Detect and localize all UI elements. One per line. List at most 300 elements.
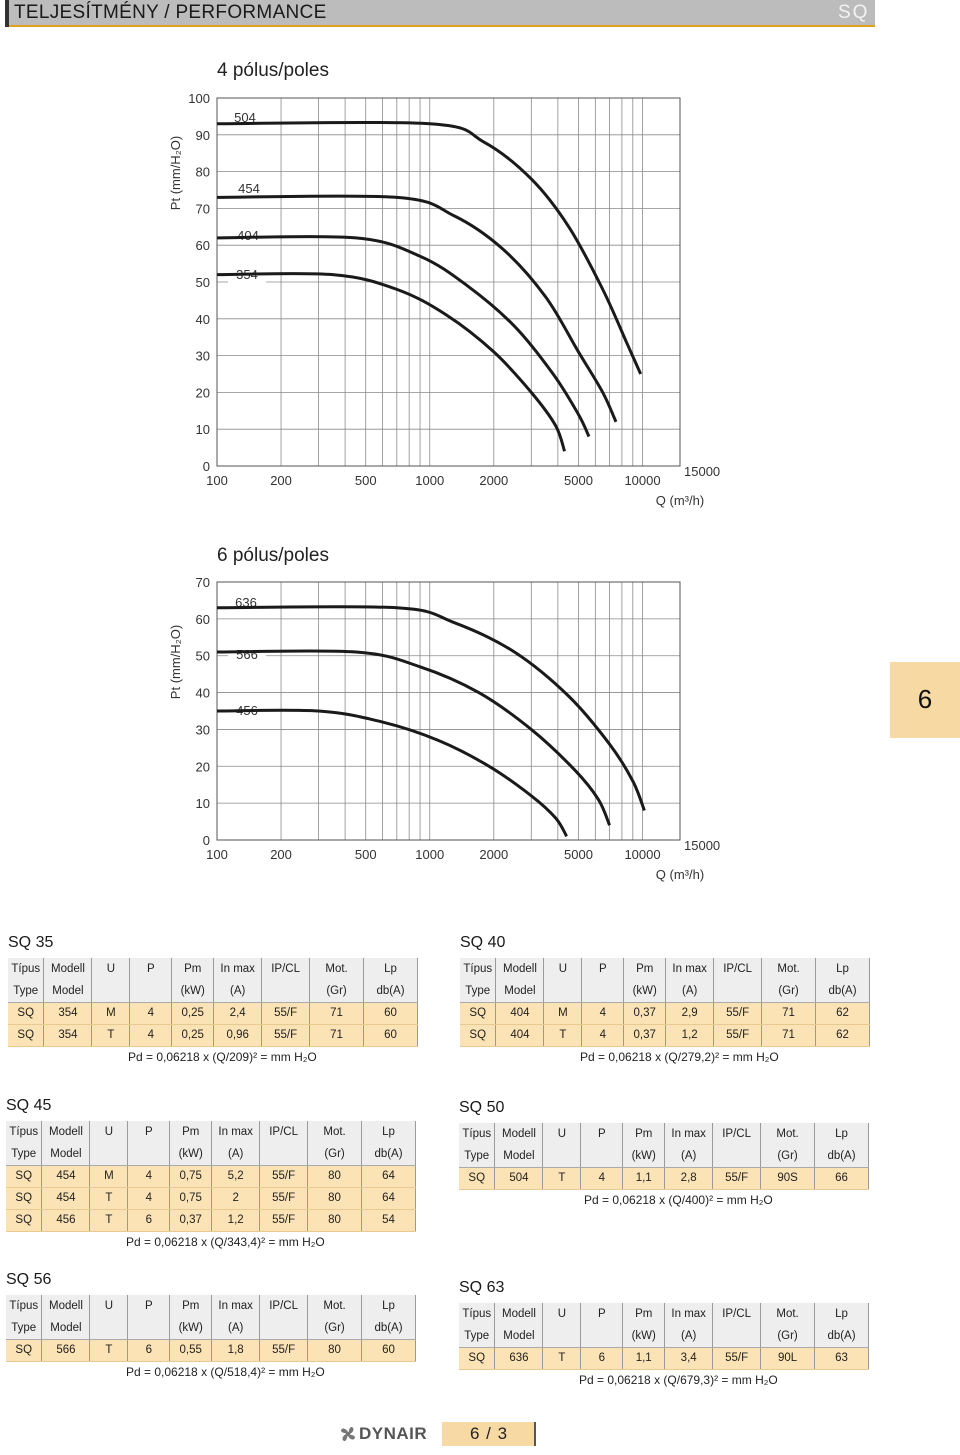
spec-title: SQ 63 [459,1279,505,1296]
table-cell [92,980,130,1002]
series-label: 504 [234,110,256,125]
y-tick-label: 0 [202,459,210,474]
table-row [459,1347,869,1369]
table-cell: SQ [459,1347,495,1369]
table-cell: (A) [665,1145,713,1167]
chart-title: 6 pólus/poles [217,545,329,566]
table-cell: 0,55 [170,1339,212,1361]
x-tick-label: 2000 [479,473,509,488]
table-cell: 0,25 [172,1024,214,1046]
y-tick-label: 40 [195,685,210,701]
table-cell: 2,8 [665,1167,713,1189]
table-cell: U [90,1121,128,1143]
table-cell: 55/F [260,1165,308,1187]
table-cell: 54 [362,1209,416,1231]
table-cell: Pm [624,958,666,980]
table-cell: SQ [6,1339,42,1361]
table-cell [543,1325,581,1347]
table-cell: 454 [42,1165,90,1187]
x-tick-label: 2000 [479,847,509,862]
table-cell: Pm [170,1121,212,1143]
spec-sq50 [459,1099,869,1219]
table-cell: P [581,1123,623,1145]
table-cell: 6 [128,1209,170,1231]
spec-table [459,1123,869,1190]
pressure-formula: Pd = 0,06218 x (Q/400)² = mm H₂O [584,1193,773,1207]
table-cell: Lp [816,958,870,980]
table-cell: 71 [310,1024,364,1046]
header-row-units [459,1145,869,1167]
table-cell [582,980,624,1002]
table-cell: In max [665,1123,713,1145]
y-tick-label: 60 [195,238,210,254]
x-tick-label: 1000 [415,847,445,862]
table-cell: P [128,1295,170,1317]
y-tick-label: 80 [195,164,210,180]
table-cell: (kW) [172,980,214,1002]
table-cell: (kW) [170,1317,212,1339]
spec-title: SQ 40 [460,934,506,951]
table-cell: 4 [128,1187,170,1209]
page-title: TELJESÍTMÉNY / PERFORMANCE [14,2,327,23]
table-cell: 4 [582,1024,624,1046]
header-row-units [8,980,418,1002]
series-label: 404 [237,228,259,243]
table-cell: db(A) [362,1317,416,1339]
table-cell: Pm [170,1295,212,1317]
spec-sq56 [6,1271,416,1391]
table-cell: Mot. [308,1121,362,1143]
header-row [459,1123,869,1145]
table-cell: 71 [762,1002,816,1024]
header-row-units [6,1143,416,1165]
y-tick-label: 90 [195,127,210,143]
brand-logo [339,1424,439,1444]
table-cell: SQ [460,1002,496,1024]
y-tick-label: 40 [195,311,210,327]
table-cell: 80 [308,1339,362,1361]
table-cell: Pm [623,1123,665,1145]
table-cell [90,1317,128,1339]
table-cell: IP/CL [713,1303,761,1325]
section-number: 6 [917,684,933,714]
table-cell: 55/F [714,1024,762,1046]
table-cell: 55/F [262,1002,310,1024]
header-row-units [460,980,870,1002]
table-cell: Típus [6,1295,42,1317]
x-tick-label: 1000 [415,473,445,488]
spec-sq45 [6,1097,416,1262]
table-cell: SQ [6,1165,42,1187]
table-cell: Type [8,980,44,1002]
table-cell: 55/F [262,1024,310,1046]
table-cell [544,980,582,1002]
table-cell: 2,9 [666,1002,714,1024]
table-cell: (Gr) [762,980,816,1002]
table-cell: 5,2 [212,1165,260,1187]
table-cell: Lp [362,1295,416,1317]
table-row [8,1024,418,1046]
table-cell: 6 [581,1347,623,1369]
table-cell: (Gr) [308,1317,362,1339]
y-axis-label: Pt (mm/H₂O) [168,624,183,700]
table-cell: Típus [6,1121,42,1143]
table-cell: 80 [308,1165,362,1187]
x-tick-label: 10000 [624,473,661,488]
table-cell: (A) [212,1143,260,1165]
table-cell: 0,25 [172,1002,214,1024]
table-cell: 1,1 [623,1347,665,1369]
table-cell: 354 [44,1002,92,1024]
table-cell: 4 [582,1002,624,1024]
table-cell: IP/CL [262,958,310,980]
table-cell: 63 [815,1347,869,1369]
x-axis-label: Q (m³/h) [655,493,705,508]
table-cell: 0,75 [170,1165,212,1187]
series-label: 454 [238,181,260,196]
table-cell: Modell [495,1303,543,1325]
spec-sq63 [459,1279,869,1399]
table-cell: 0,37 [170,1209,212,1231]
table-cell: 71 [762,1024,816,1046]
table-cell: T [543,1167,581,1189]
table-cell: U [90,1295,128,1317]
table-cell: db(A) [815,1325,869,1347]
table-cell: In max [212,1121,260,1143]
table-cell: 90L [761,1347,815,1369]
table-cell: 1,8 [212,1339,260,1361]
table-cell: 55/F [260,1339,308,1361]
table-cell: U [543,1303,581,1325]
spec-table [8,958,418,1047]
table-cell: P [130,958,172,980]
series-label: 636 [235,595,257,610]
table-cell: 80 [308,1209,362,1231]
x-axis-label: Q (m³/h) [655,867,705,882]
table-cell: U [543,1123,581,1145]
table-row [6,1209,416,1231]
table-row [8,1002,418,1024]
series-curve-566 [217,651,610,825]
table-cell: 456 [42,1209,90,1231]
table-cell: (Gr) [310,980,364,1002]
table-cell: 1,1 [623,1167,665,1189]
table-cell: Lp [815,1303,869,1325]
x-tick-label: 15000 [684,464,721,479]
x-tick-label: 15000 [684,838,721,853]
table-cell: SQ [8,1002,44,1024]
table-cell: P [128,1121,170,1143]
table-cell: 566 [42,1339,90,1361]
fan-icon [339,1425,357,1443]
x-tick-label: 200 [270,473,292,488]
table-cell: Model [495,1145,543,1167]
table-cell: Lp [364,958,418,980]
table-cell: db(A) [815,1145,869,1167]
x-tick-label: 5000 [564,847,593,862]
table-cell [128,1143,170,1165]
table-cell: Típus [460,958,496,980]
table-cell: M [92,1002,130,1024]
series-label: 456 [236,703,258,718]
table-cell: (Gr) [308,1143,362,1165]
table-cell: 90S [761,1167,815,1189]
y-tick-label: 10 [195,422,210,438]
table-cell: 2 [212,1187,260,1209]
x-tick-label: 500 [354,473,377,488]
table-cell: (A) [665,1325,713,1347]
spec-sq40 [460,934,870,1074]
table-cell: Type [459,1145,495,1167]
series-label: 354 [236,267,258,282]
table-cell: 60 [362,1339,416,1361]
table-cell [260,1143,308,1165]
table-cell: 64 [362,1165,416,1187]
section-tab [890,662,960,738]
table-cell: (kW) [623,1145,665,1167]
table-cell [714,980,762,1002]
table-cell: Model [42,1317,90,1339]
table-cell: Típus [459,1303,495,1325]
table-cell: 60 [364,1024,418,1046]
table-cell: SQ [8,1024,44,1046]
table-cell: 55/F [713,1167,761,1189]
table-cell: IP/CL [713,1123,761,1145]
table-cell: In max [212,1295,260,1317]
x-tick-label: 10000 [624,847,661,862]
table-cell: T [543,1347,581,1369]
table-cell: Type [6,1317,42,1339]
series-label: 566 [236,647,258,662]
spec-title: SQ 56 [6,1271,52,1288]
table-cell: SQ [6,1209,42,1231]
y-axis-label: Pt (mm/H₂O) [168,135,183,211]
table-row [6,1187,416,1209]
table-cell: 0,37 [624,1002,666,1024]
table-cell: 55/F [260,1209,308,1231]
table-cell: 64 [362,1187,416,1209]
pressure-formula: Pd = 0,06218 x (Q/343,4)² = mm H₂O [126,1235,325,1249]
table-cell: 62 [816,1024,870,1046]
x-tick-label: 500 [354,847,377,862]
x-tick-label: 5000 [564,473,593,488]
table-cell: T [544,1024,582,1046]
table-cell: T [90,1187,128,1209]
spec-table [460,958,870,1047]
table-cell: Mot. [308,1295,362,1317]
table-cell: Model [496,980,544,1002]
table-row [6,1165,416,1187]
x-tick-label: 100 [206,473,228,488]
table-cell [713,1145,761,1167]
page-number-box [442,1422,536,1446]
table-cell: Mot. [761,1303,815,1325]
x-tick-label: 200 [270,847,292,862]
spec-sq35 [8,934,418,1074]
spec-title: SQ 50 [459,1099,505,1116]
table-cell: (kW) [170,1143,212,1165]
table-cell: (A) [214,980,262,1002]
spec-table [6,1121,416,1232]
table-cell: Mot. [310,958,364,980]
table-cell: Modell [44,958,92,980]
table-cell: (kW) [624,980,666,1002]
table-cell: 0,75 [170,1187,212,1209]
table-cell: (A) [666,980,714,1002]
table-cell: 80 [308,1187,362,1209]
table-cell: 60 [364,1002,418,1024]
pressure-formula: Pd = 0,06218 x (Q/679,3)² = mm H₂O [579,1373,778,1387]
y-tick-label: 20 [195,759,210,775]
table-cell [260,1317,308,1339]
y-tick-label: 10 [195,796,210,812]
table-cell: U [92,958,130,980]
table-cell: 62 [816,1002,870,1024]
table-cell [543,1145,581,1167]
y-tick-label: 0 [202,833,210,848]
header-row [6,1295,416,1317]
y-tick-label: 60 [195,611,210,627]
table-cell: 4 [130,1024,172,1046]
table-cell [130,980,172,1002]
y-tick-label: 50 [195,648,210,664]
table-cell: SQ [460,1024,496,1046]
y-tick-label: 50 [195,275,210,290]
table-cell: Pm [172,958,214,980]
spec-table [459,1303,869,1370]
header-row [460,958,870,980]
chart-title: 4 pólus/poles [217,60,329,81]
y-tick-label: 30 [195,722,210,738]
header-row-units [6,1317,416,1339]
table-cell: M [544,1002,582,1024]
table-cell: 504 [495,1167,543,1189]
table-cell: IP/CL [260,1121,308,1143]
table-cell: T [92,1024,130,1046]
table-cell: 66 [815,1167,869,1189]
table-cell: 4 [581,1167,623,1189]
product-code: SQ [838,2,870,23]
table-cell: 71 [310,1002,364,1024]
table-cell [128,1317,170,1339]
table-cell: Type [459,1325,495,1347]
table-cell: Mot. [761,1123,815,1145]
table-cell: Típus [459,1123,495,1145]
table-cell: (Gr) [761,1145,815,1167]
table-cell: In max [214,958,262,980]
table-row [6,1339,416,1361]
pressure-formula: Pd = 0,06218 x (Q/279,2)² = mm H₂O [580,1050,779,1064]
table-cell: M [90,1165,128,1187]
table-cell: 1,2 [666,1024,714,1046]
table-cell: IP/CL [260,1295,308,1317]
table-cell: Modell [495,1123,543,1145]
header-row [6,1121,416,1143]
y-tick-label: 20 [195,385,210,401]
table-cell: 636 [495,1347,543,1369]
table-cell: SQ [459,1167,495,1189]
table-cell: Lp [815,1123,869,1145]
table-cell: db(A) [364,980,418,1002]
table-cell: Model [42,1143,90,1165]
header-row [8,958,418,980]
table-cell: Model [495,1325,543,1347]
table-cell [713,1325,761,1347]
y-tick-label: 100 [188,91,210,106]
table-row [460,1024,870,1046]
table-cell: T [90,1209,128,1231]
table-cell [581,1145,623,1167]
table-cell: Modell [42,1121,90,1143]
table-cell: Type [460,980,496,1002]
table-cell: 55/F [260,1187,308,1209]
table-cell: 55/F [714,1002,762,1024]
table-cell: 0,96 [214,1024,262,1046]
table-cell: Típus [8,958,44,980]
spec-table [6,1295,416,1362]
table-row [460,1002,870,1024]
y-tick-label: 30 [195,348,210,364]
table-cell: 0,37 [624,1024,666,1046]
table-cell: In max [665,1303,713,1325]
table-cell [581,1325,623,1347]
table-cell: Lp [362,1121,416,1143]
table-cell: Pm [623,1303,665,1325]
table-cell [90,1143,128,1165]
table-cell: 6 [128,1339,170,1361]
table-cell: (kW) [623,1325,665,1347]
table-cell: Mot. [762,958,816,980]
spec-title: SQ 35 [8,934,54,951]
table-cell: 4 [128,1165,170,1187]
table-cell: 3,4 [665,1347,713,1369]
table-cell: P [581,1303,623,1325]
table-cell: 4 [130,1002,172,1024]
table-cell: 1,2 [212,1209,260,1231]
table-cell: P [582,958,624,980]
table-cell: 404 [496,1002,544,1024]
table-cell: In max [666,958,714,980]
table-cell: Type [6,1143,42,1165]
x-tick-label: 100 [206,847,228,862]
y-tick-label: 70 [195,201,210,217]
pressure-formula: Pd = 0,06218 x (Q/518,4)² = mm H₂O [126,1365,325,1379]
spec-title: SQ 45 [6,1097,52,1114]
table-cell: 55/F [713,1347,761,1369]
table-cell: (Gr) [761,1325,815,1347]
brand-name: DYNAIR [359,1424,428,1443]
table-row [459,1167,869,1189]
table-cell [262,980,310,1002]
table-cell: Modell [42,1295,90,1317]
table-cell: Model [44,980,92,1002]
header-row-units [459,1325,869,1347]
table-cell: 2,4 [214,1002,262,1024]
table-cell: Modell [496,958,544,980]
table-cell: T [90,1339,128,1361]
pressure-formula: Pd = 0,06218 x (Q/209)² = mm H₂O [128,1050,317,1064]
y-tick-label: 70 [195,575,210,590]
table-cell: 354 [44,1024,92,1046]
table-cell: (A) [212,1317,260,1339]
header-row [459,1303,869,1325]
table-cell: SQ [6,1187,42,1209]
table-cell: db(A) [816,980,870,1002]
table-cell: IP/CL [714,958,762,980]
table-cell: db(A) [362,1143,416,1165]
page-number: 6 / 3 [469,1424,509,1443]
table-cell: U [544,958,582,980]
